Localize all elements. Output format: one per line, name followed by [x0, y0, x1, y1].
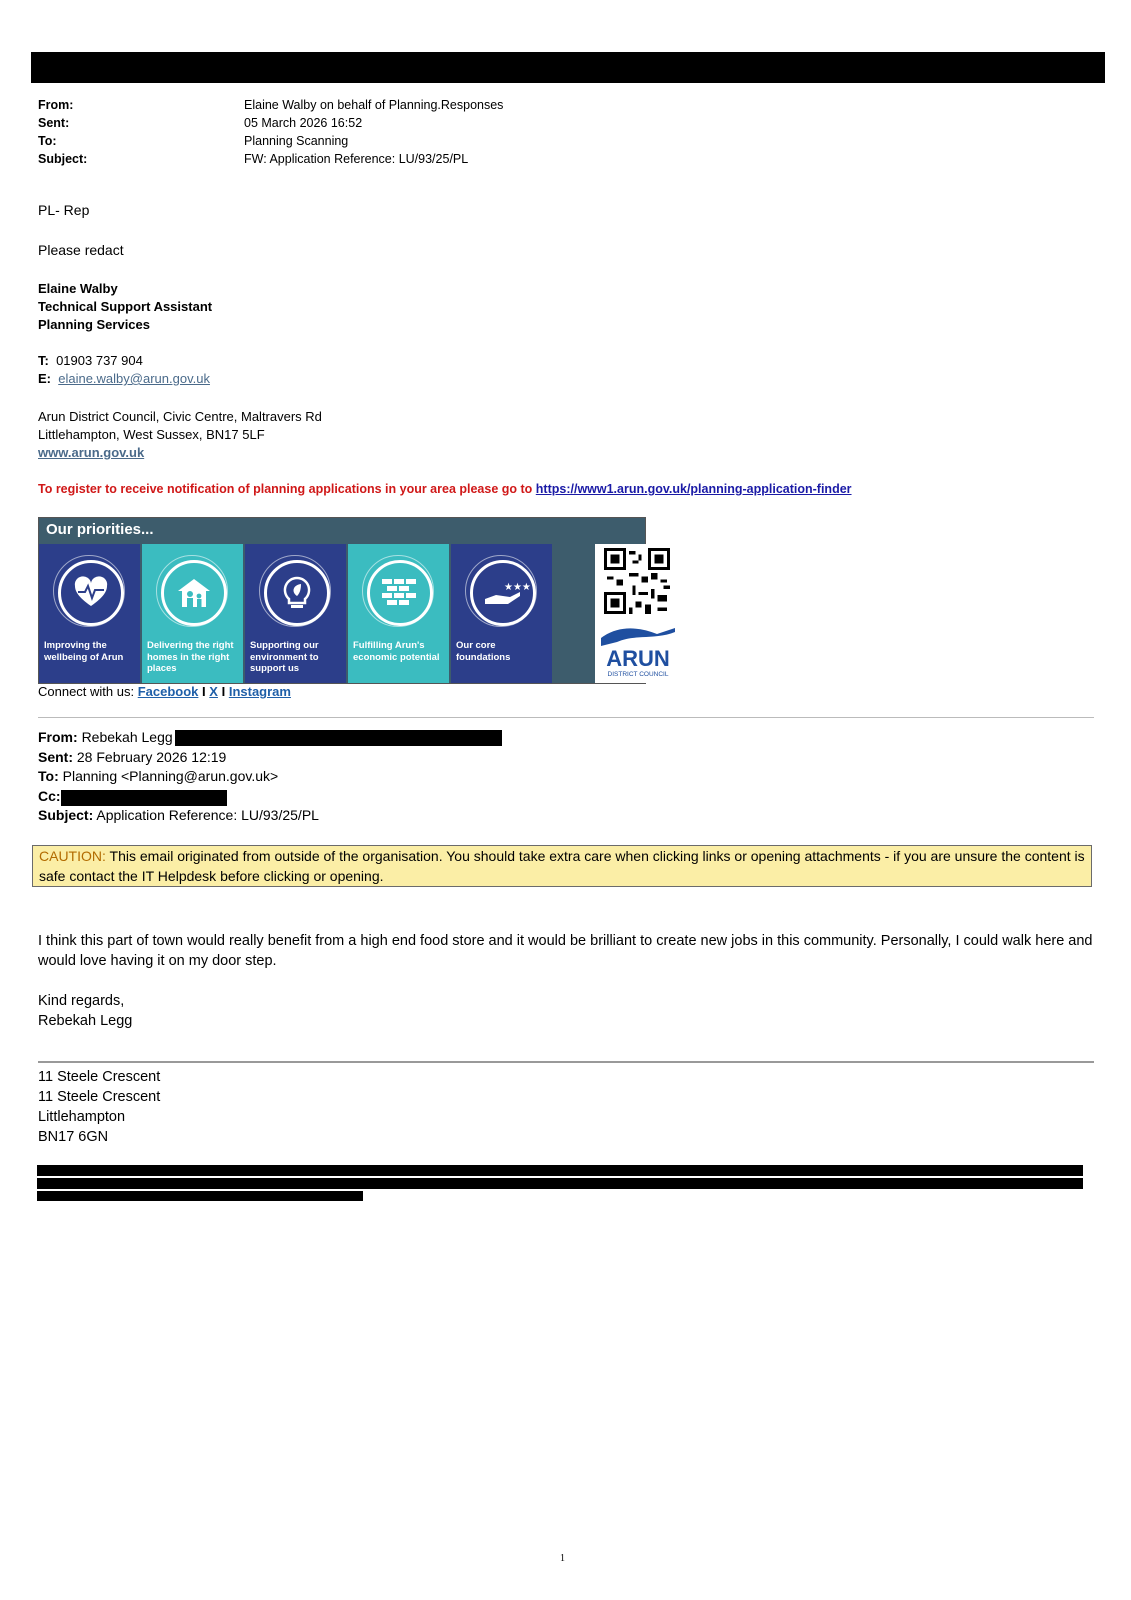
email-header [38, 96, 503, 168]
phone-value: 01903 737 904 [56, 353, 143, 368]
sender-address [38, 1067, 160, 1147]
redaction-footer-1 [37, 1165, 1083, 1176]
subject-label: Subject: [38, 152, 88, 166]
priority-tile-economy [348, 544, 449, 683]
fwd-subject-label: Subject: [38, 807, 94, 823]
address-line-1: 11 Steele Crescent [38, 1069, 161, 1085]
from-value: Elaine Walby on behalf of Planning.Responses [244, 98, 504, 112]
address-line-4: BN17 6GN [38, 1129, 109, 1145]
divider [38, 1061, 1094, 1063]
priority-tile-wellbeing [39, 544, 140, 683]
separator: I [202, 684, 206, 699]
signature-phone [38, 352, 143, 370]
fwd-cc-label: Cc: [38, 787, 61, 804]
redaction-from-email [175, 730, 502, 746]
fwd-sent-label: Sent: [38, 748, 73, 765]
signature-email [38, 370, 210, 388]
sender-name: Rebekah Legg [38, 1013, 133, 1029]
priorities-banner [38, 517, 670, 684]
brick-wall-icon [367, 560, 433, 626]
instagram-link[interactable]: Instagram [228, 684, 291, 699]
facebook-link[interactable]: Facebook [137, 684, 199, 699]
fwd-from-label: From: [38, 729, 78, 745]
signature-address-2: Littlehampton, West Sussex, BN17 5LF [38, 427, 265, 442]
social-links [38, 684, 291, 699]
caution-text: This email originated from outside of the organisation. You should take extra care when clicking links or opening attachments - if you are unsure the content is safe contact the IT Helpdesk before clicking or opening. [39, 848, 1085, 884]
separator: I [221, 684, 226, 699]
tile-caption: Our core foundations [456, 640, 511, 663]
caution-label: CAUTION: [39, 848, 106, 864]
subject-value: FW: Application Reference: LU/93/25/PL [244, 152, 469, 166]
logo-text: ARUN [606, 646, 670, 671]
from-label: From: [38, 98, 74, 112]
message-signoff [38, 991, 132, 1031]
to-value: Planning Scanning [244, 134, 349, 148]
email-label: E: [38, 371, 51, 386]
phone-label: T: [38, 353, 49, 368]
arun-logo [597, 624, 679, 680]
divider [38, 717, 1094, 718]
signature-dept: Planning Services [38, 317, 150, 332]
redaction-footer-2 [37, 1178, 1083, 1189]
body-line-1: PL- Rep [38, 202, 90, 218]
tile-caption: Supporting our environment to support us [250, 640, 319, 674]
tile-caption: Improving the wellbeing of Arun [44, 640, 124, 663]
address-line-3: Littlehampton [38, 1109, 126, 1125]
planning-notice-text: To register to receive notification of planning applications in your area please go to [38, 482, 536, 496]
sent-value: 05 March 2026 16:52 [244, 116, 363, 130]
website-link[interactable]: www.arun.gov.uk [38, 445, 145, 460]
signature-name: Elaine Walby [38, 281, 118, 296]
hand-stars-icon [470, 560, 536, 626]
redaction-footer-3 [37, 1191, 363, 1201]
signature-role: Technical Support Assistant [38, 299, 213, 314]
x-link[interactable]: X [209, 684, 218, 699]
address-line-2: 11 Steele Crescent [38, 1089, 161, 1105]
banner-title: Our priorities... [46, 521, 154, 538]
fwd-sent-value: 28 February 2026 12:19 [76, 748, 227, 765]
qr-code[interactable] [604, 548, 670, 614]
priority-tile-homes [142, 544, 243, 683]
message-body: I think this part of town would really benefit from a high end food store and it would be brilliant to create new jobs in this community. Personally, I could walk here and would love having it on my door step. [38, 933, 1093, 969]
regards-text: Kind regards, [38, 993, 125, 1009]
signature-address-1: Arun District Council, Civic Centre, Maltravers Rd [38, 409, 322, 424]
fwd-from-value: Rebekah Legg [81, 729, 173, 745]
tile-caption: Fulfilling Arun's economic potential [353, 640, 440, 663]
fwd-subject-value: Application Reference: LU/93/25/PL [96, 807, 319, 823]
body-line-2: Please redact [38, 242, 124, 258]
heart-icon [58, 560, 124, 626]
priority-tile-foundations [451, 544, 552, 683]
priority-tile-environment [245, 544, 346, 683]
tile-caption: Delivering the right homes in the right places [147, 640, 234, 674]
qr-logo-panel [595, 544, 681, 683]
logo-subtext: DISTRICT COUNCIL [607, 671, 669, 678]
caution-banner [32, 845, 1092, 887]
email-link[interactable]: elaine.walby@arun.gov.uk [58, 371, 210, 386]
page-number: 1 [560, 1553, 565, 1564]
to-label: To: [38, 134, 57, 148]
planning-finder-link[interactable]: https://www1.arun.gov.uk/planning-application-finder [535, 482, 852, 496]
fwd-to-label: To: [38, 768, 59, 784]
redaction-cc [61, 790, 227, 806]
planning-notice [38, 482, 852, 496]
connect-label: Connect with us: [38, 684, 138, 699]
fwd-to-value: Planning <Planning@arun.gov.uk> [62, 768, 279, 784]
sent-label: Sent: [38, 116, 70, 130]
leaf-bulb-icon [264, 560, 330, 626]
svg-text:★★★: ★★★ [504, 582, 531, 593]
redaction-bar-top [31, 52, 1105, 83]
house-family-icon [161, 560, 227, 626]
